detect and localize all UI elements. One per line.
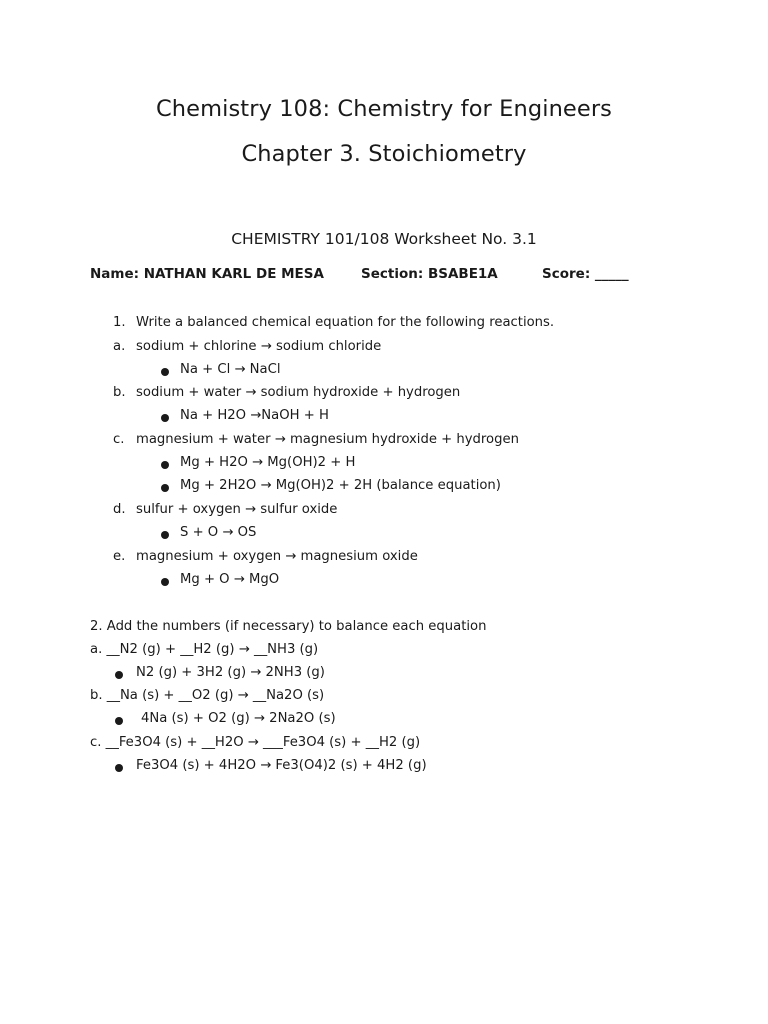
balanced-answer: Fe3O4 (s) + 4H2O → Fe3(O4)2 (s) + 4H2 (g) [136,758,427,773]
balanced-answer: N2 (g) + 3H2 (g) → 2NH3 (g) [136,665,325,680]
item-letter: c. [113,432,125,447]
reaction-text: magnesium + oxygen → magnesium oxide [136,549,418,564]
answer-text: Na + H2O →NaOH + H [180,408,329,423]
bullet-icon [115,671,123,679]
question-1-number: 1. [113,315,126,330]
reaction-text: magnesium + water → magnesium hydroxide + hydrogen [136,432,519,447]
worksheet-title: CHEMISTRY 101/108 Worksheet No. 3.1 [231,230,537,248]
reaction-text: sodium + chlorine → sodium chloride [136,339,382,354]
equation-text: c. __Fe3O4 (s) + __H2O → ___Fe3O4 (s) + __H2 (g) [90,735,421,750]
equation-text: a. __N2 (g) + __H2 (g) → __NH3 (g) [90,642,319,657]
answer-text: Mg + O → MgO [180,572,280,587]
bullet-icon [161,461,169,469]
page-title: Chemistry 108: Chemistry for Engineers [156,96,612,122]
answer-text: Na + Cl → NaCl [180,362,281,377]
balanced-answer: 4Na (s) + O2 (g) → 2Na2O (s) [141,711,336,726]
answer-text: S + O → OS [180,525,257,540]
item-letter: b. [113,385,126,400]
answer-text: Mg + H2O → Mg(OH)2 + H [180,455,356,470]
student-name: Name: NATHAN KARL DE MESA [90,266,324,282]
bullet-icon [115,764,123,772]
reaction-text: sodium + water → sodium hydroxide + hydrogen [136,385,461,400]
bullet-icon [161,531,169,539]
answer-text: Mg + 2H2O → Mg(OH)2 + 2H (balance equation) [180,478,501,493]
student-score: Score: _____ [542,266,629,282]
bullet-icon [115,717,123,725]
item-letter: a. [113,339,126,354]
question-2-prompt: 2. Add the numbers (if necessary) to balance each equation [90,619,487,634]
bullet-icon [161,368,169,376]
question-1-prompt: Write a balanced chemical equation for the following reactions. [136,315,555,330]
bullet-icon [161,484,169,492]
equation-text: b. __Na (s) + __O2 (g) → __Na2O (s) [90,688,325,703]
student-section: Section: BSABE1A [361,266,498,282]
item-letter: d. [113,502,126,517]
chapter-title: Chapter 3. Stoichiometry [241,141,527,167]
reaction-text: sulfur + oxygen → sulfur oxide [136,502,338,517]
bullet-icon [161,578,169,586]
item-letter: e. [113,549,126,564]
bullet-icon [161,414,169,422]
